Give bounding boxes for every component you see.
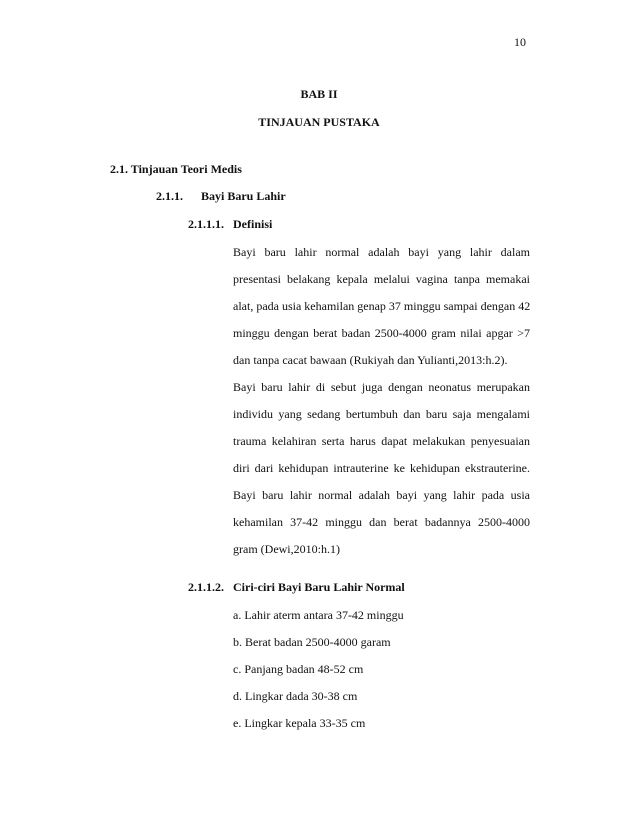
list-item: a. Lahir aterm antara 37-42 minggu: [233, 608, 404, 622]
paragraph-line: alat, pada usia kehamilan genap 37 minggu sampai dengan 42: [233, 299, 530, 313]
page-number: 10: [514, 35, 526, 49]
sub2-number: 2.1.1.2.: [188, 580, 224, 594]
subsection-title: Bayi Baru Lahir: [201, 189, 286, 203]
list-item: c. Panjang badan 48-52 cm: [233, 662, 364, 676]
paragraph-line: individu yang sedang bertumbuh dan baru saja mengalami: [233, 407, 530, 421]
paragraph-line: dan tanpa cacat bawaan (Rukiyah dan Yulianti,2013:h.2).: [233, 353, 508, 367]
definition-paragraph-3: [233, 486, 530, 567]
chapter-title: TINJAUAN PUSTAKA: [258, 115, 380, 129]
sub1-number: 2.1.1.1.: [188, 217, 224, 231]
sub2-heading: [188, 580, 405, 595]
subsection-number: 2.1.1.: [156, 189, 183, 203]
paragraph-line: presentasi belakang kepala melalui vagina tanpa memakai: [233, 272, 530, 286]
paragraph-line: Bayi baru lahir normal adalah bayi yang lahir pada usia: [233, 488, 530, 502]
paragraph-line: kehamilan 37-42 minggu dan berat badannya 2500-4000: [233, 515, 530, 529]
paragraph-line: minggu dengan berat badan 2500-4000 gram nilai apgar >7: [233, 326, 530, 340]
paragraph-line: trauma kelahiran serta harus dapat melakukan penyesuaian: [233, 434, 530, 448]
subsection-heading: [156, 189, 286, 204]
section-heading: 2.1. Tinjauan Teori Medis: [110, 162, 242, 176]
paragraph-line: diri dari kehidupan intrauterine ke kehidupan ekstrauterine.: [233, 461, 530, 475]
list-item: e. Lingkar kepala 33-35 cm: [233, 716, 366, 730]
definition-paragraph-2: [233, 378, 530, 486]
sub1-title: Definisi: [233, 217, 273, 231]
paragraph-line: Bayi baru lahir normal adalah bayi yang lahir dalam: [233, 245, 530, 259]
sub1-heading: [188, 217, 272, 232]
list-item: d. Lingkar dada 30-38 cm: [233, 689, 358, 703]
sub2-title: Ciri-ciri Bayi Baru Lahir Normal: [233, 580, 405, 594]
list-item: b. Berat badan 2500-4000 garam: [233, 635, 391, 649]
definition-paragraph-1: [233, 243, 530, 378]
paragraph-line: gram (Dewi,2010:h.1): [233, 542, 340, 556]
paragraph-line: Bayi baru lahir di sebut juga dengan neonatus merupakan: [233, 380, 530, 394]
chapter-heading: BAB II: [300, 87, 338, 101]
characteristics-list: [233, 606, 404, 741]
